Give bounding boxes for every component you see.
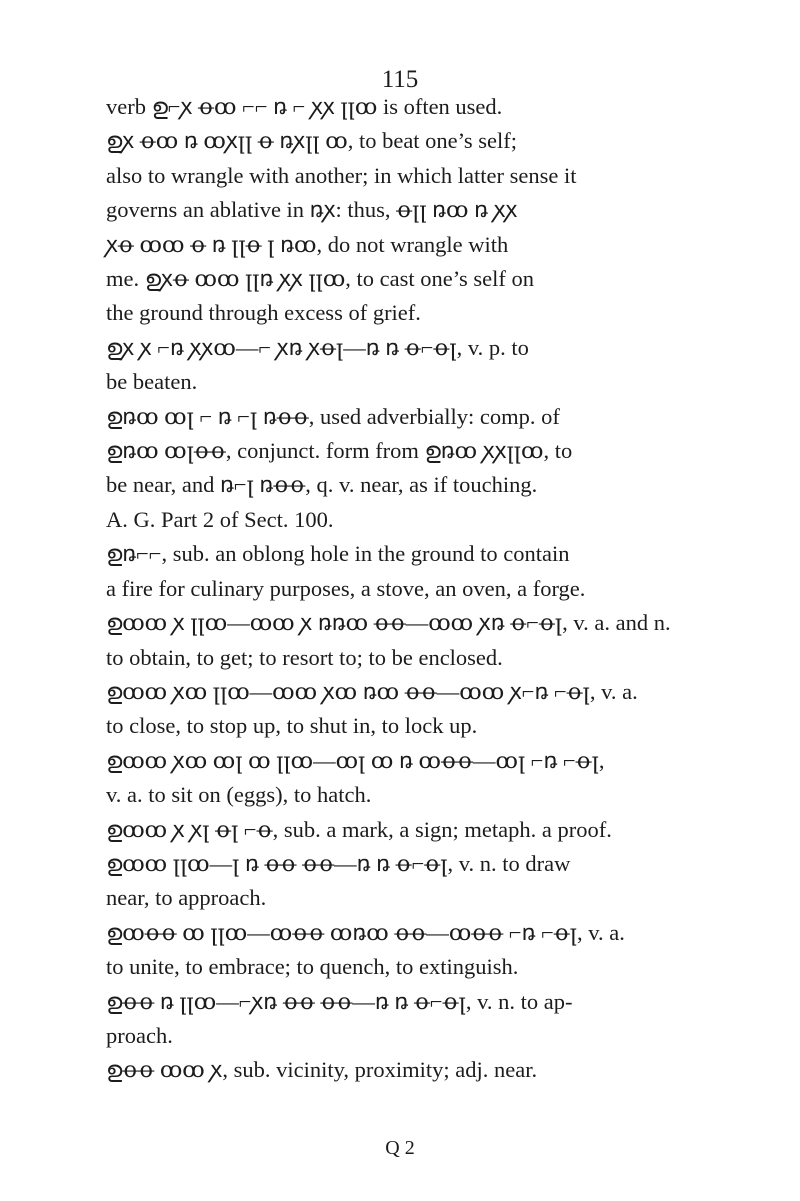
- text-line: verb ഉ⌐ꭗ ꝋꝏ ⌐⌐ ꬻ ⌐ ꭗꭗ ꞁꞁꝏ is often used.: [106, 94, 503, 119]
- text-line: ഉꝏꝏ ꭗꝏ ꞁꞁꝏ—ꝏꝏ ꭗꝏ ꬻꝏ ꝋꝋ—ꝏꝏ ꭗ⌐ꬻ ⌐ꝋꞁ, v. a.: [106, 678, 638, 704]
- text-line: ഉꝋꝋ ꝏꝏ ꭗ, sub. vicinity, proximity; adj. near.: [106, 1057, 538, 1083]
- text-line: near, to approach.: [106, 885, 267, 911]
- text-line: be near, and ꬻ⌐ꞁ ꬻꝋꝋ, q. v. near, as if touching.: [106, 472, 538, 498]
- text-line: proach.: [106, 1022, 173, 1048]
- text-line: ഉꭗ ꭗ ⌐ꬻ ꭗꭗꝏ—⌐ ꭗꬻ ꭗꝋꞁ—ꬻ ꬻ ꝋ⌐ꝋꞁ, v. p. to: [106, 334, 529, 360]
- text-line: ഉꬻꝏ ꝏꞁꝋꝋ, conjunct. form from ഉꬻꝏ ꭗꭗꞁꞁꝏ, to: [106, 438, 573, 464]
- text-line: ഉꝏꝏ ꭗꝏ ꝏꞁ ꝏ ꞁꞁꝏ—ꝏꞁ ꝏ ꬻ ꝏꝋꝋ—ꝏꞁ ⌐ꬻ ⌐ꝋꞁ,: [106, 747, 605, 773]
- text-line: ഉꝋꝋ ꬻ ꞁꞁꝏ—⌐ꭗꬻ ꝋꝋ ꝋꝋ—ꬻ ꬻ ꝋ⌐ꝋꞁ, v. n. to ap-: [106, 988, 573, 1014]
- text-line: to close, to stop up, to shut in, to lock up.: [106, 713, 478, 739]
- text-line: governs an ablative in ꬻꭗ: thus, ꝋꞁꞁ ꬻꝏ ꬻ ꭗꭗ: [106, 197, 518, 223]
- text-line: ഉꝏꝏ ꭗ ꞁꞁꝏ—ꝏꝏ ꭗ ꬻꬻꝏ ꝋꝋ—ꝏꝏ ꭗꬻ ꝋ⌐ꝋꞁ, v. a. and n.: [106, 610, 671, 636]
- text-line: a fire for culinary purposes, a stove, an oven, a forge.: [106, 575, 586, 601]
- dictionary-text: [106, 90, 700, 1088]
- text-line: ഉꝏꝏ ꭗ ꭗꞁ ꝋꞁ ⌐ꝋ, sub. a mark, a sign; metaph. a proof.: [106, 816, 612, 842]
- text-line: ഉꝏꝏ ꞁꞁꝏ—ꞁ ꬻ ꝋꝋ ꝋꝋ—ꬻ ꬻ ꝋ⌐ꝋꞁ, v. n. to draw: [106, 850, 571, 876]
- signature-mark: Q 2: [385, 1137, 415, 1159]
- text-line: v. a. to sit on (eggs), to hatch.: [106, 782, 372, 808]
- text-line: ഉꝏꝋꝋ ꝏ ꞁꞁꝏ—ꝏꝋꝋ ꝏꬻꝏ ꝋꝋ—ꝏꝋꝋ ⌐ꬻ ⌐ꝋꞁ, v. a.: [106, 919, 625, 945]
- text-line: to obtain, to get; to resort to; to be enclosed.: [106, 644, 503, 670]
- text-line: be beaten.: [106, 369, 198, 395]
- text-line: also to wrangle with another; in which latter sense it: [106, 162, 577, 188]
- text-line: ꭗꝋ ꝏꝏ ꝋ ꬻ ꞁꞁꝋ ꞁ ꬻꝏ, do not wrangle with: [106, 231, 509, 257]
- text-line: ഉꭗ ꝋꝏ ꬻ ꝏꭗꞁꞁ ꝋ ꬻꭗꞁꞁ ꝏ, to beat one’s self;: [106, 128, 518, 154]
- text-line: ഉꬻ⌐⌐, sub. an oblong hole in the ground to contain: [106, 541, 570, 567]
- text-line: A. G. Part 2 of Sect. 100.: [106, 506, 334, 532]
- text-line: to unite, to embrace; to quench, to extinguish.: [106, 954, 519, 980]
- text-line: ഉꬻꝏ ꝏꞁ ⌐ ꬻ ⌐ꞁ ꬻꝋꝋ, used adverbially: comp. of: [106, 403, 560, 429]
- text-line: me. ഉꭗꝋ ꝏꝏ ꞁꞁꬻ ꭗꭗ ꞁꞁꝏ, to cast one’s self on: [106, 266, 535, 292]
- page-number: 115: [381, 66, 419, 93]
- text-line: the ground through excess of grief.: [106, 300, 421, 326]
